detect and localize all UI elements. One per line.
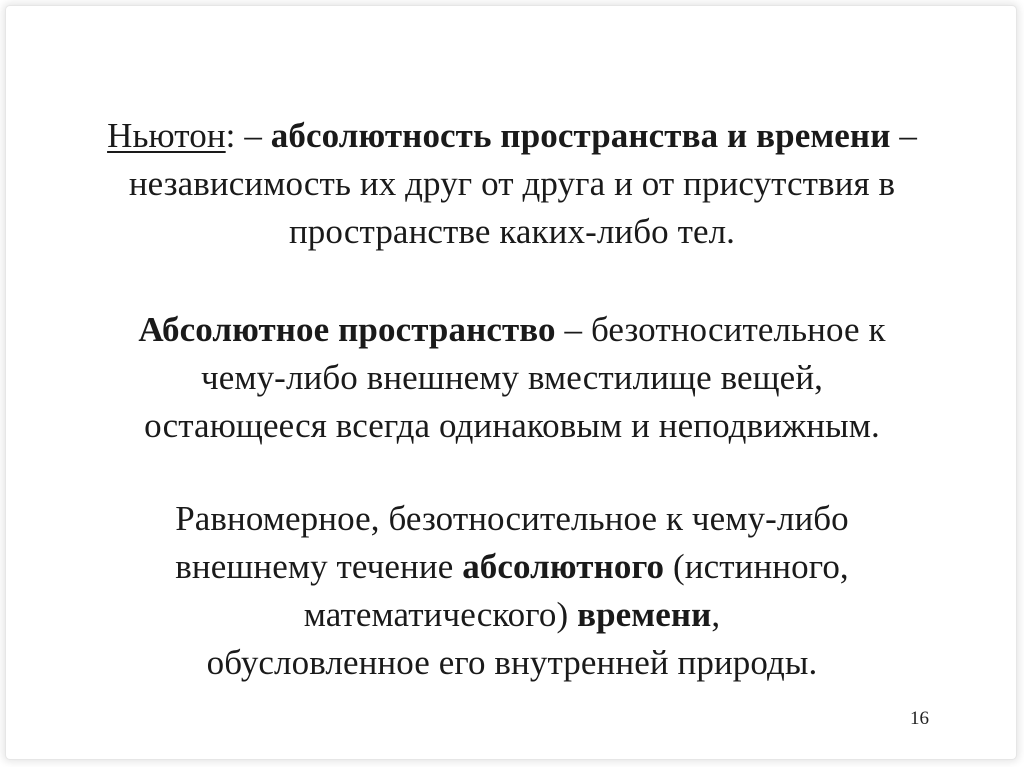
- paragraph2-line1-tail: – безотносительное к: [555, 310, 886, 349]
- paragraph1-line3: пространстве каких-либо тел.: [288, 212, 736, 251]
- paragraph-absolute-space: [0, 306, 1024, 450]
- newton-name: Ньютон: [107, 116, 226, 155]
- paragraph3-line2-pre: внешнему течение: [175, 547, 463, 586]
- paragraph2-line3: остающееся всегда одинаковым и неподвижным.: [144, 406, 880, 445]
- absolute-term: абсолютного: [462, 547, 665, 586]
- paragraph-newton-absoluteness: [0, 112, 1024, 256]
- paragraph2-line1: [0, 306, 1024, 354]
- paragraph-absolute-time: [0, 495, 1024, 687]
- paragraph3-line2: [0, 543, 1024, 591]
- page-number: 16: [910, 708, 929, 729]
- paragraph3-line1: Равномерное, безотносительное к чему-либо: [175, 499, 849, 538]
- paragraph1-line2: независимость их друг от друга и от присутствия в: [128, 164, 896, 203]
- paragraph3-line3-tail: ,: [711, 595, 721, 634]
- paragraph3-line3-pre: математического): [303, 595, 578, 634]
- paragraph3-line2-tail: (истинного,: [664, 547, 849, 586]
- paragraph3-line4: обусловленное его внутренней природы.: [206, 643, 818, 682]
- dash: –: [890, 116, 917, 155]
- absolute-space-term: Абсолютное пространство: [138, 310, 556, 349]
- separator: : –: [225, 116, 271, 155]
- paragraph1-line1: [0, 112, 1024, 160]
- absoluteness-term: абсолютность пространства и времени: [270, 116, 891, 155]
- paragraph2-line2: чему-либо внешнему вместилище вещей,: [201, 358, 823, 397]
- time-term: времени: [577, 595, 712, 634]
- paragraph3-line3: [0, 591, 1024, 639]
